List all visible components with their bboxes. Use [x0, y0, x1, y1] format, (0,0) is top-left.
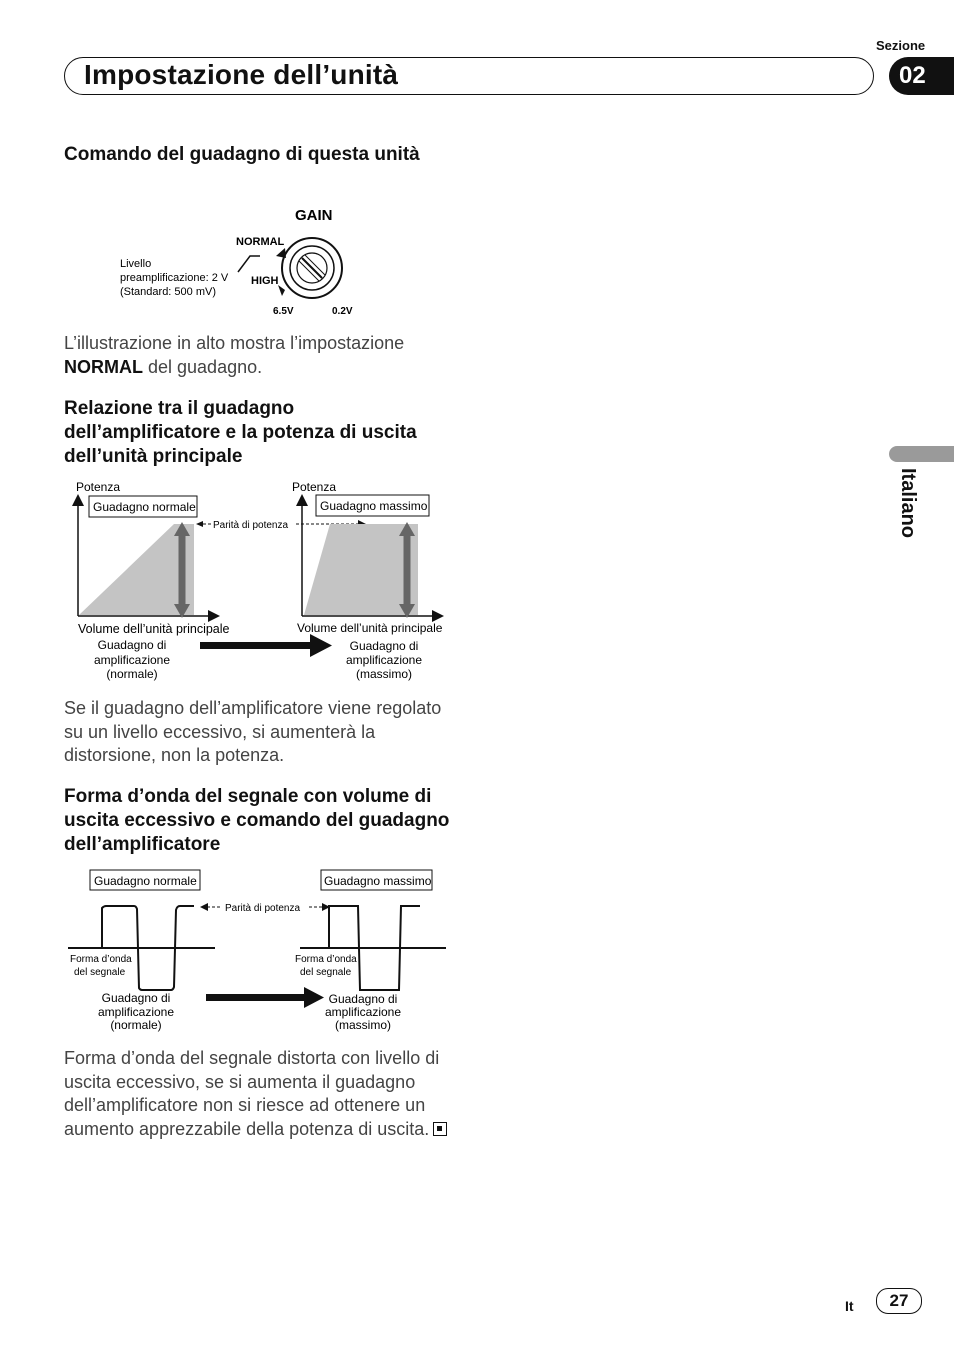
scale-left: 6.5V — [273, 306, 294, 317]
bold-normal: NORMAL — [64, 356, 143, 377]
pointer-line — [238, 256, 260, 272]
knob-high-label: HIGH — [251, 275, 279, 287]
gain-knob-figure — [110, 198, 370, 322]
caption-line-3: (Standard: 500 mV) — [120, 286, 216, 298]
paragraph-gain-setting: L’illustrazione in alto mostra l’impostazione NORMAL del guadagno. — [64, 333, 405, 377]
end-of-section-icon — [433, 1122, 447, 1136]
knob-normal-label: NORMAL — [236, 236, 285, 248]
parity-label-chart: Parità di potenza — [213, 520, 289, 531]
wave-gain-left-3: (normale) — [110, 1018, 162, 1032]
section-number-badge: 02 — [889, 57, 954, 95]
wave-left-1: Forma d’onda — [70, 954, 132, 965]
power-area-left — [79, 524, 194, 615]
paragraph-distortion: Se il guadagno dell’amplificatore viene regolato su un livello eccessivo, si aumenterà la distorsione, non la potenza. — [64, 698, 442, 765]
wave-right-2: del segnale — [300, 967, 352, 978]
wave-gain-left-1: Guadagno di — [101, 991, 171, 1005]
wave-transition-arrow — [206, 994, 306, 1001]
paragraph-waveform: Forma d’onda del segnale distorta con livello di uscita eccessivo, se si aumenta il guadagno dell’amplificatore non si riesce ad ottenere un aumento apprezzabile della potenza di uscita. — [64, 1047, 456, 1141]
heading-gain-power-relation: Relazione tra il guadagno dell’amplificatore e la potenza di uscita dell’unità principale — [64, 398, 417, 467]
wave-gain-right-3: (massimo) — [335, 1018, 391, 1032]
box-right-label: Guadagno massimo — [320, 499, 428, 513]
y-label-right: Potenza — [292, 480, 337, 494]
x-label-left: Volume dell’unità principale — [78, 622, 230, 636]
scale-right: 0.2V — [332, 306, 353, 317]
gain-power-figure — [64, 476, 454, 688]
parity-label-wave: Parità di potenza — [225, 903, 301, 914]
gain-right-2: amplificazione — [345, 653, 423, 667]
box-left-label: Guadagno normale — [93, 500, 196, 514]
page-title: Impostazione dell’unità — [84, 59, 399, 90]
gain-left-1: Guadagno di — [97, 638, 167, 652]
footer-language-code: It — [845, 1298, 854, 1314]
gain-right-1: Guadagno di — [349, 639, 419, 653]
gain-right-3: (massimo) — [356, 667, 412, 681]
waveform-figure — [64, 866, 454, 1036]
transition-arrow — [200, 642, 312, 649]
caption-line-1: Livello — [120, 258, 152, 270]
heading-gain-control: Comando del guadagno di questa unità — [64, 144, 420, 165]
language-tab-marker — [889, 446, 954, 462]
y-label-left: Potenza — [76, 480, 121, 494]
heading-waveform: Forma d’onda del segnale con volume di uscita eccessivo e comando del guadagno dell’amplificatore — [64, 786, 450, 855]
x-label-right: Volume dell’unità principale — [297, 621, 443, 635]
knob-title: GAIN — [295, 207, 333, 224]
power-area-right — [304, 524, 418, 615]
wave-gain-left-2: amplificazione — [97, 1005, 175, 1019]
wave-left-2: del segnale — [74, 967, 126, 978]
section-label: Sezione — [876, 38, 926, 53]
wave-box-left-label: Guadagno normale — [94, 874, 197, 888]
caption-line-2: preamplificazione: 2 V — [120, 272, 229, 284]
wave-gain-right-2: amplificazione — [324, 1005, 402, 1019]
page-number: 27 — [876, 1288, 922, 1314]
wave-box-right-label: Guadagno massimo — [324, 874, 432, 888]
gain-left-2: amplificazione — [93, 653, 171, 667]
gain-left-3: (normale) — [106, 667, 158, 681]
tick-high — [278, 285, 285, 296]
language-tab-label: Italiano — [897, 468, 919, 539]
wave-gain-right-1: Guadagno di — [328, 992, 398, 1006]
knob-slot-1 — [302, 258, 322, 278]
wave-right-1: Forma d’onda — [295, 954, 357, 965]
